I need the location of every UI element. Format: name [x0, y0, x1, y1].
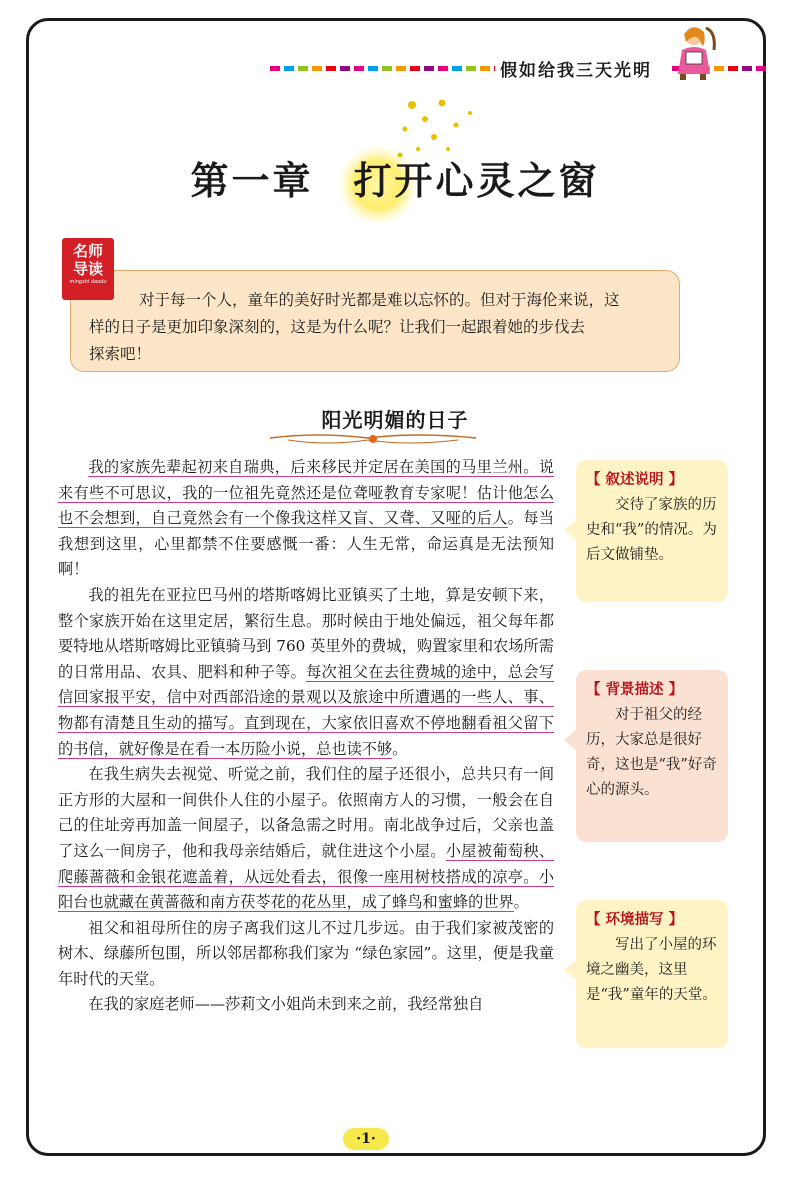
header-rule-dash [340, 66, 350, 71]
chapter-name: 打开心灵之窗 [353, 158, 600, 203]
header-rule-dash [452, 66, 462, 71]
header-rule-dash [396, 66, 406, 71]
header-rule-dash [728, 66, 738, 71]
paragraph-1: 我的家族先辈起初来自瑞典，后来移民并定居在美国的马里兰州。说来有些不可思议，我的一位祖先竟然还是位聋哑教育专家呢！估计他怎么也不会想到，自己竟然会有一个像我这样又盲、又聋、又哑的后人。每当我想到这里，心里都禁不住要感慨一番：人生无常，命运真是无法预知啊！ [58, 458, 555, 579]
chapter-title [0, 150, 790, 205]
header-rule-dash [466, 66, 476, 71]
header-rule-dash [354, 66, 364, 71]
header-rule-dash [480, 66, 490, 71]
header-rule-dash [284, 66, 294, 71]
header-rule-dash [410, 66, 420, 71]
header-rule-dash [326, 66, 336, 71]
header-rule-dash [382, 66, 392, 71]
header-rule-dash [368, 66, 378, 71]
page-number: ·1· [343, 1128, 389, 1150]
header-rule-dash [312, 66, 322, 71]
reading-girl-illustration [672, 22, 720, 82]
paragraph-3: 在我生病失去视觉、听觉之前，我们住的屋子还很小，总共只有一间正方形的大屋和一间供仆人住的小屋子。依照南方人的习惯，一般会在自己的住址旁再加盖一间屋子，以备急需之时用。南北战争过后，父亲也盖了这么一间房子，他和我母亲结婚后，就住进这个小屋。小屋被葡萄秧、爬藤蔷薇和金银花遮盖着，从远处看去，很像一座用树枝搭成的凉亭。小阳台也就藏在黄蔷薇和南方茯苓花的花丛里，成了蜂鸟和蜜蜂的世界。 [58, 765, 555, 912]
intro-line-1: 对于每一个人，童年的美好时光都是难以忘怀的。但对于海伦来说，这 [139, 291, 620, 309]
header-dashed-rule-left [270, 66, 495, 71]
chapter-number: 第一章 [190, 158, 314, 203]
header-rule-dash [742, 66, 752, 71]
book-title: 假如给我三天光明 [500, 61, 652, 81]
intro-line-3: 探索吧！ [89, 345, 152, 363]
paragraph-4: 祖父和祖母所住的房子离我们这儿不过几步远。由于我们家被茂密的树木、绿藤所包围，所以邻居都称我们家为 “绿色家园”。这里，便是我童年时代的天堂。 [58, 918, 554, 988]
side-note-background: 【 背景描述 】 对于祖父的经历，大家总是很好奇，这也是“我”好奇心的源头。 [576, 670, 728, 842]
paragraph-5: 在我的家庭老师——莎莉文小姐尚未到来之前，我经常独自 [88, 995, 484, 1014]
section-title-ornament [268, 430, 478, 446]
header-rule-dash [270, 66, 280, 71]
side-note-narration: 【 叙述说明 】 交待了家族的历史和“我”的情况。为后文做铺垫。 [576, 460, 728, 602]
side-note-environment: 【 环境描写 】 写出了小屋的环境之幽美，这里是“我”童年的天堂。 [576, 900, 728, 1048]
paragraph-2: 我的祖先在亚拉巴马州的塔斯喀姆比亚镇买了土地，算是安顿下来，整个家族开始在这里定居，繁衍生息。那时候由于地处偏远，祖父每年都要特地从塔斯喀姆比亚镇骑马到 760 英里外的费城，购置家里和农场所需的日常用品、农具、肥料和种子等。每次祖父在去往费城的途中，总会写信回家报平安，信中对西部沿途的景观以及旅途中所遭遇的一些人、事、物都有清楚且生动的描写。直到现在，大家依旧喜欢不停地翻看祖父留下的书信，就好像是在看一本历险小说，总也读不够。 [58, 585, 555, 758]
body-text [58, 455, 554, 1018]
header-rule-dash [756, 66, 766, 71]
intro-line-2: 样的日子是更加印象深刻的，这是为什么呢？让我们一起跟着她的步伐去 [89, 318, 586, 336]
header-rule-dash [438, 66, 448, 71]
header-rule-dash [424, 66, 434, 71]
section-title: 阳光明媚的日子 [321, 408, 469, 432]
header-rule-dash [494, 66, 495, 71]
intro-box [70, 270, 680, 372]
header-rule-dash [298, 66, 308, 71]
intro-badge: 名师 导读 mingshi daodu [62, 238, 114, 300]
